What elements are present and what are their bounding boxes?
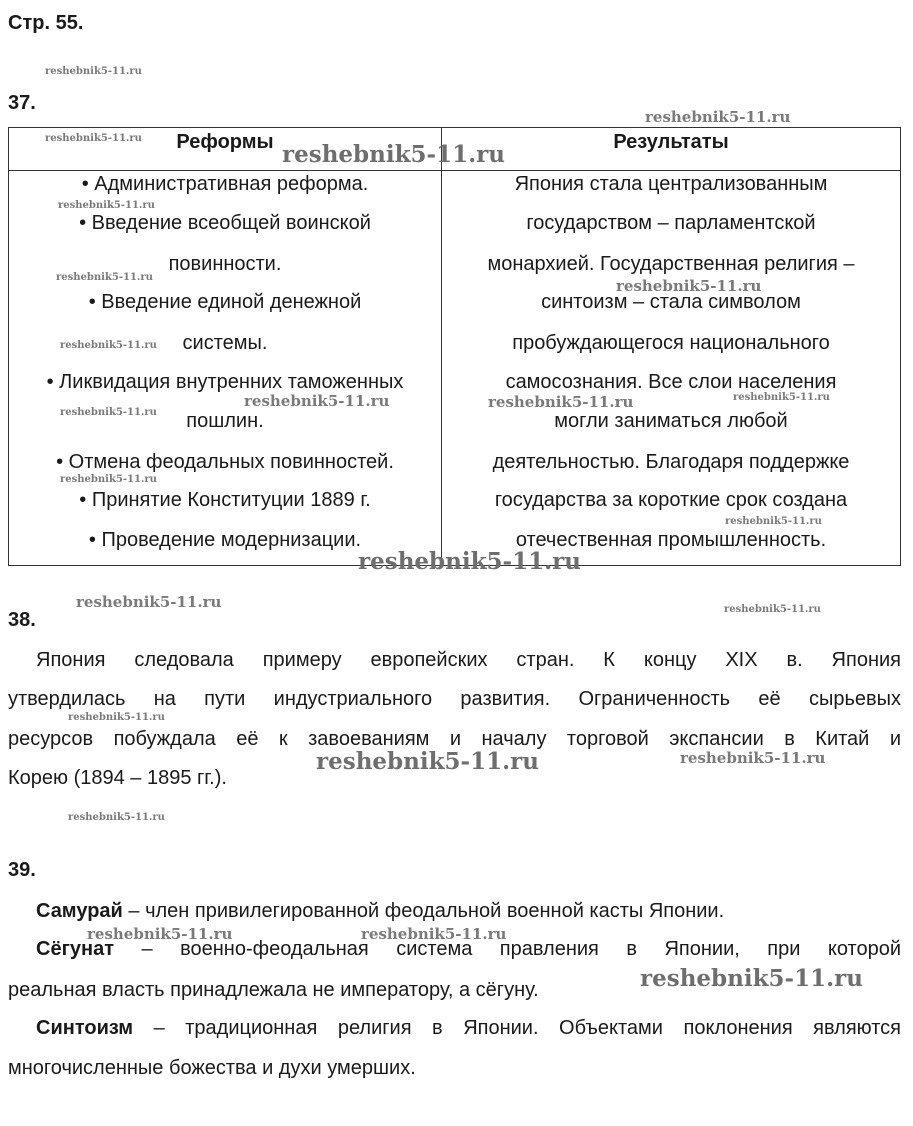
watermark: reshebnik5-11.ru [725,516,822,527]
definition-shinto-cont: многочисленные божества и духи умерших. [8,1057,416,1079]
reform-line: системы. [182,332,268,354]
exercise-38-number: 38. [8,609,36,631]
reform-line: пошлин. [186,410,264,432]
watermark: reshebnik5-11.ru [60,340,157,351]
watermark: reshebnik5-11.ru [56,272,153,283]
reform-line: • Введение единой денежной [88,291,362,313]
watermark: reshebnik5-11.ru [680,749,826,767]
exercise-37-number: 37. [8,92,36,114]
result-line: могли заниматься любой [554,410,788,432]
watermark: reshebnik5-11.ru [45,66,142,77]
watermark: reshebnik5-11.ru [68,712,165,723]
watermark: reshebnik5-11.ru [316,748,539,775]
reform-line: • Ликвидация внутренних таможенных [46,371,404,393]
watermark: reshebnik5-11.ru [76,593,222,611]
result-line: синтоизм – стала символом [541,291,801,313]
reform-line: повинности. [168,253,282,275]
answer-38-line: Япония следовала примеру европейских стран. К концу XIX в. Япония [36,649,901,671]
watermark: reshebnik5-11.ru [488,393,634,411]
definition-samurai [8,900,901,923]
result-line: государства за короткие срок создана [494,489,848,511]
definition-shinto [8,1017,901,1040]
reform-line: • Административная реформа. [81,173,369,195]
reform-line: • Введение всеобщей воинской [79,212,371,234]
definition-text: – традиционная религия в Японии. Объектами поклонения являются [133,1017,901,1039]
definition-text: – член привилегированной феодальной военной касты Японии. [122,900,725,922]
watermark: reshebnik5-11.ru [640,965,863,992]
watermark: reshebnik5-11.ru [60,474,157,485]
watermark: reshebnik5-11.ru [616,277,762,295]
watermark: reshebnik5-11.ru [244,392,390,410]
reform-line: • Принятие Конституции 1889 г. [79,489,371,511]
watermark: reshebnik5-11.ru [733,392,830,403]
watermark: reshebnik5-11.ru [724,604,821,615]
table-header-results: Результаты [613,131,729,153]
definition-text: – военно-феодальная система правления в Японии, при которой [114,938,901,960]
watermark: reshebnik5-11.ru [45,133,142,144]
watermark: reshebnik5-11.ru [68,812,165,823]
watermark: reshebnik5-11.ru [58,200,155,211]
watermark: reshebnik5-11.ru [60,407,157,418]
result-line: Япония стала централизованным [514,173,828,195]
result-line: монархией. Государственная религия – [487,253,855,275]
watermark: reshebnik5-11.ru [282,141,505,168]
term-shinto: Синтоизм [36,1017,134,1039]
term-shogunate: Сёгунат [36,938,115,960]
definition-shogunate-cont: реальная власть принадлежала не императору, а сёгуну. [8,979,539,1001]
watermark: reshebnik5-11.ru [87,925,233,943]
reform-line: • Отмена феодальных повинностей. [56,451,394,473]
result-line: самосознания. Все слои населения [505,371,837,393]
table-header-reforms: Реформы [176,131,274,153]
table-header-divider [9,170,900,171]
exercise-39-number: 39. [8,859,36,881]
watermark: reshebnik5-11.ru [361,925,507,943]
answer-38-line: ресурсов побуждала её к завоеваниям и началу торговой экспансии в Китай и [8,728,901,750]
page-heading: Стр. 55. [8,12,84,34]
result-line: деятельностью. Благодаря поддержке [492,451,850,473]
result-line: государством – парламентской [526,212,816,234]
reform-line: • Проведение модернизации. [88,529,362,551]
result-line: отечественная промышленность. [515,529,827,551]
answer-38-line: Корею (1894 – 1895 гг.). [8,767,227,789]
watermark: reshebnik5-11.ru [358,548,581,575]
answer-38-line: утвердилась на пути индустриального развития. Ограниченность её сырьевых [8,688,901,710]
term-samurai: Самурай [36,900,123,922]
watermark: reshebnik5-11.ru [645,108,791,126]
result-line: пробуждающегося национального [512,332,830,354]
